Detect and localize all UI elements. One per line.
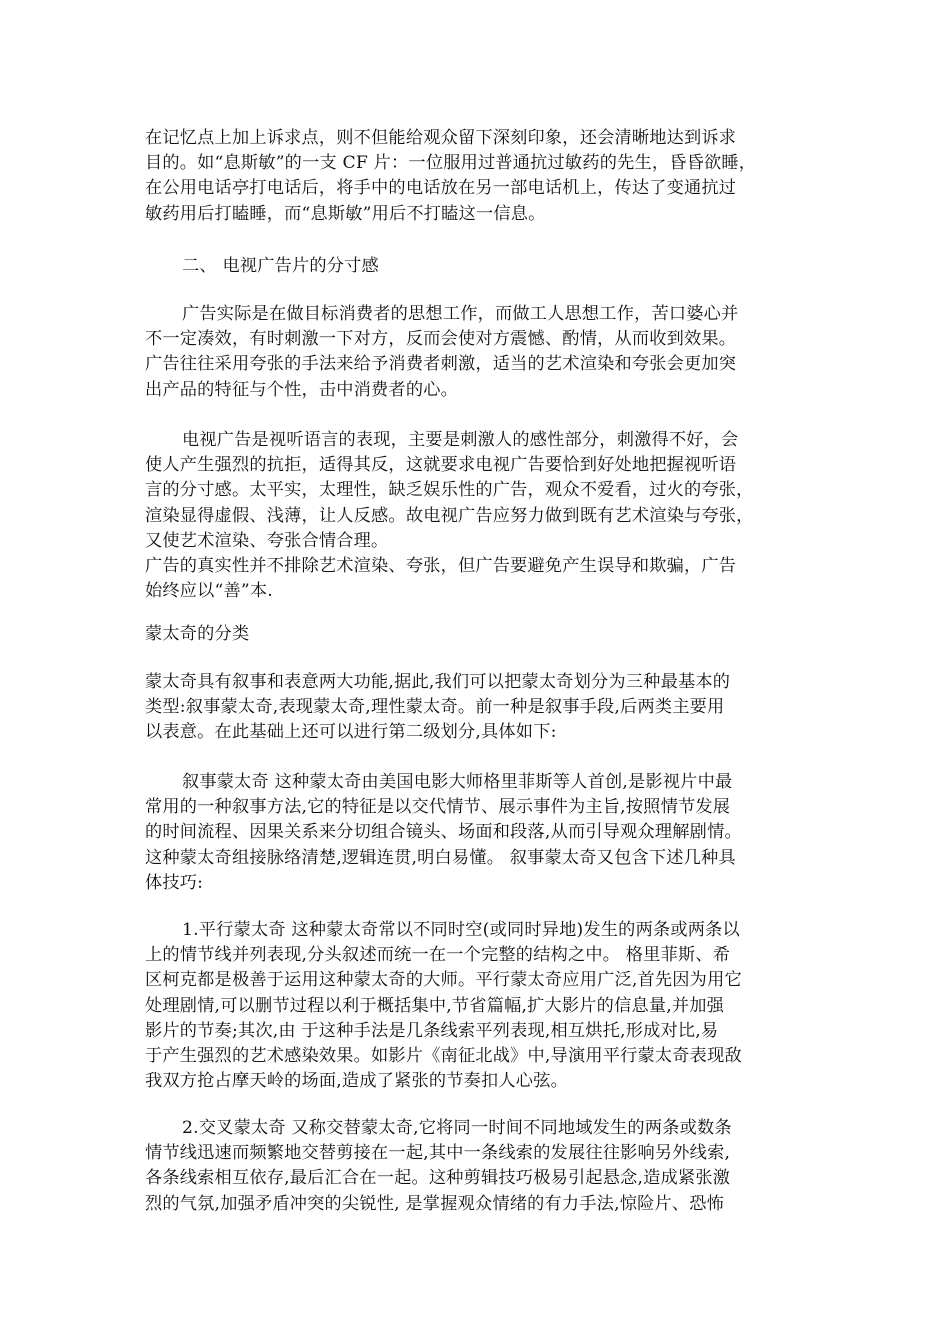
text-line: 以表意。在此基础上还可以进行第二级划分,具体如下: — [145, 722, 557, 743]
text-line: 影片的节奏;其次,由 于这种手法是几条线索平列表现,相互烘托,形成对比,易 — [145, 1020, 719, 1041]
text-line: 目的。如“息斯敏”的一支 CF 片：一位服用过普通抗过敏药的先生，昏昏欲睡， — [145, 153, 757, 174]
text-line: 电视广告是视听语言的表现，主要是刺激人的感性部分，刺激得不好，会 — [182, 430, 739, 450]
text-line: 处理剧情,可以删节过程以利于概括集中,节省篇幅,扩大影片的信息量,并加强 — [145, 995, 725, 1016]
paragraph-parallel-montage — [145, 918, 815, 1094]
text-line: 类型:叙事蒙太奇,表现蒙太奇,理性蒙太奇。前一种是叙事手段,后两类主要用 — [145, 697, 725, 718]
text-line: 体技巧: — [145, 872, 204, 893]
text-line: 又使艺术渲染、夸张合情合理。 — [145, 530, 389, 551]
text-line: 广告实际是在做目标消费者的思想工作，而做工人思想工作，苦口婆心并 — [182, 304, 739, 324]
text-line: 2.交叉蒙太奇 又称交替蒙太奇,它将同一时间不同地域发生的两条或数条 — [182, 1118, 732, 1138]
text-line: 上的情节线并列表现,分头叙述而统一在一个完整的结构之中。 格里菲斯、希 — [145, 945, 731, 966]
text-line: 广告往往采用夸张的手法来给予消费者刺激，适当的艺术渲染和夸张会更加突 — [145, 354, 737, 375]
heading-text: 蒙太奇的分类 — [145, 624, 250, 644]
text-line: 各条线索相互依存,最后汇合在一起。这种剪辑技巧极易引起悬念,造成紧张激 — [145, 1168, 731, 1189]
text-line: 蒙太奇具有叙事和表意两大功能,据此,我们可以把蒙太奇划分为三种最基本的 — [145, 672, 731, 692]
text-line: 常用的一种叙事方法,它的特征是以交代情节、展示事件为主旨,按照情节发展 — [145, 797, 731, 818]
paragraph-memory-point — [145, 126, 815, 227]
text-line: 情节线迅速而频繁地交替剪接在一起,其中一条线索的发展往往影响另外线索, — [145, 1143, 731, 1164]
text-line: 1.平行蒙太奇 这种蒙太奇常以不同时空(或同时异地)发生的两条或两条以 — [182, 920, 740, 940]
text-line: 敏药用后打瞌睡，而“息斯敏”用后不打瞌这一信息。 — [145, 203, 546, 224]
text-line: 在公用电话亭打电话后，将手中的电话放在另一部电话机上，传达了变通抗过 — [145, 178, 737, 199]
text-line: 言的分寸感。太平实，太理性，缺乏娱乐性的广告，观众不爱看，过火的夸张， — [145, 480, 754, 501]
text-line: 使人产生强烈的抗拒，适得其反，这就要求电视广告要恰到好处地把握视听语 — [145, 455, 737, 476]
text-line: 广告的真实性并不排除艺术渲染、夸张，但广告要避免产生误导和欺骗，广告 — [145, 555, 737, 576]
section-heading-tv-ad — [145, 254, 815, 279]
text-line: 在记忆点上加上诉求点，则不但能给观众留下深刻印象，还会清晰地达到诉求 — [145, 128, 737, 148]
text-line: 区柯克都是极善于运用这种蒙太奇的大师。平行蒙太奇应用广泛,首先因为用它 — [145, 970, 742, 991]
text-line: 的时间流程、因果关系来分切组合镜头、场面和段落,从而引导观众理解剧情。 — [145, 822, 742, 843]
section-heading-montage — [145, 622, 815, 647]
paragraph-montage-types — [145, 670, 815, 746]
text-line: 叙事蒙太奇 这种蒙太奇由美国电影大师格里菲斯等人首创,是影视片中最 — [182, 772, 733, 792]
heading-text: 二、 电视广告片的分寸感 — [182, 256, 379, 276]
text-line: 始终应以“善”本. — [145, 581, 273, 602]
text-line: 渲染显得虚假、浅薄，让人反感。故电视广告应努力做到既有艺术渲染与夸张， — [145, 505, 754, 526]
text-line: 不一定凑效，有时刺激一下对方，反而会使对方震憾、酌情，从而收到效果。 — [145, 329, 737, 350]
text-line: 我双方抢占摩天岭的场面,造成了紧张的节奏扣人心弦。 — [145, 1071, 568, 1092]
paragraph-ad-thought-work — [145, 302, 815, 403]
text-line: 出产品的特征与个性，击中消费者的心。 — [145, 379, 458, 400]
paragraph-tv-ad-language — [145, 428, 815, 604]
text-line: 于产生强烈的艺术感染效果。如影片《南征北战》中,导演用平行蒙太奇表现敌 — [145, 1045, 742, 1066]
paragraph-cross-montage — [145, 1116, 815, 1217]
text-line: 烈的气氛,加强矛盾冲突的尖锐性, 是掌握观众情绪的有力手法,惊险片、恐怖 — [145, 1193, 725, 1214]
paragraph-narrative-montage — [145, 770, 815, 896]
text-line: 这种蒙太奇组接脉络清楚,逻辑连贯,明白易懂。 叙事蒙太奇又包含下述几种具 — [145, 847, 736, 868]
